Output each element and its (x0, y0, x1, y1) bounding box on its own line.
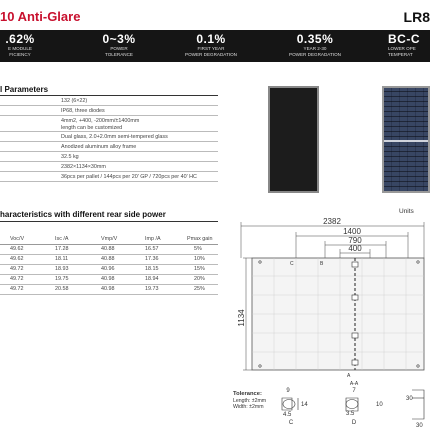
dim-2382: 2382 (323, 217, 341, 226)
param-row: 36pcs per pallet / 144pcs per 20' GP / 720pcs per 40' HC (0, 172, 218, 182)
label-a: A (347, 373, 351, 379)
metric-power-tolerance: 0~3% POWER TOLERANCE (102, 32, 136, 57)
metric-annual-degradation: 0.35% YEAR 2-30 POWER DEGRADATION (289, 32, 341, 57)
metric-first-year-degradation: 0.1% FIRST YEAR POWER DEGRADATION (185, 32, 237, 57)
table-row: 49.62 18.11 40.88 17.36 10% (0, 254, 218, 264)
param-row: Dual glass, 2.0+2.0mm semi-tempered glass (0, 132, 218, 142)
product-title: 10 Anti-Glare (0, 9, 81, 24)
param-row: 132 (6×22) (0, 96, 218, 106)
parameters-title: l Parameters (0, 85, 49, 94)
col-voc: Voc/V (0, 235, 55, 244)
col-vmp: Vmp/V (101, 235, 145, 244)
frame-dim-30-a: 30 (406, 396, 413, 402)
model-title: LR8 (403, 9, 430, 25)
frame-dim-30-b: 30 (416, 423, 423, 429)
metric-bc-cell: BC-C LOWER OPE TEMPERAT (388, 32, 420, 57)
dim-400: 400 (348, 244, 362, 253)
param-row: 32.5 kg (0, 152, 218, 162)
param-row: 2382×1134×30mm (0, 162, 218, 172)
table-row: 49.72 18.93 40.96 18.15 15% (0, 264, 218, 274)
dim-1134: 1134 (237, 309, 246, 327)
param-row: 4mm2, +400, -200mm/±1400mm length can be customized (0, 116, 218, 132)
table-row: 49.72 19.75 40.98 18.94 20% (0, 274, 218, 284)
table-row: 49.72 20.58 40.98 19.73 25% (0, 284, 218, 294)
table-row: 49.62 17.28 40.88 16.57 5% (0, 244, 218, 254)
detail-d-dim-3-5: 3.5 (346, 411, 355, 417)
label-c: C (290, 261, 294, 267)
detail-c-dim-9: 9 (286, 388, 290, 394)
units-label: Units (399, 208, 414, 215)
detail-c-dim-14: 14 (301, 402, 308, 408)
label-b: B (320, 261, 324, 267)
frame-section-drawing (412, 390, 424, 419)
param-row: IP68, three diodes (0, 106, 218, 116)
tolerance-note: Tolerance: Length: ±2mm Width: ±2mm (233, 391, 267, 410)
rear-power-title: haracteristics with different rear side power (0, 210, 166, 219)
param-row: Anodized aluminum alloy frame (0, 142, 218, 152)
detail-d-label: D (351, 420, 357, 426)
detail-c-drawing (282, 398, 298, 410)
detail-d-drawing (346, 398, 358, 411)
label-section-aa: A-A (349, 381, 359, 387)
detail-d-dim-10: 10 (376, 402, 383, 408)
col-isc: Isc /A (55, 235, 101, 244)
dim-790: 790 (348, 236, 362, 245)
metric-efficiency: .62% E MODULE FICIENCY (5, 32, 35, 57)
dim-1400: 1400 (343, 227, 361, 236)
detail-d-dim-7: 7 (352, 388, 356, 394)
detail-c-dim-4-5: 4.5 (283, 412, 292, 418)
col-pmax-gain: Pmax gain (187, 235, 218, 244)
col-imp: Imp /A (145, 235, 187, 244)
detail-c-label: C (288, 420, 294, 426)
